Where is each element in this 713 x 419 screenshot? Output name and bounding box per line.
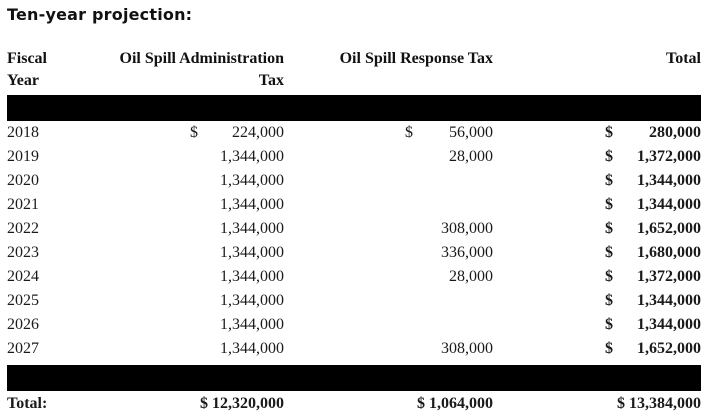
cell-response-tax: 336,000 — [441, 244, 493, 261]
cell-total-dollar-sign: $ — [605, 196, 613, 213]
totals-admin-tax: $ 12,320,000 — [200, 395, 284, 412]
column-header-fiscal-year-line1: Fiscal — [7, 50, 47, 67]
cell-fiscal-year: 2027 — [7, 340, 39, 357]
table-row — [0, 241, 713, 265]
cell-total: 1,372,000 — [637, 268, 701, 285]
cell-response-tax: 308,000 — [441, 220, 493, 237]
page-title: Ten-year projection: — [7, 5, 193, 24]
cell-admin-tax: 1,344,000 — [220, 196, 284, 213]
cell-total-dollar-sign: $ — [605, 268, 613, 285]
cell-admin-tax: 1,344,000 — [220, 292, 284, 309]
cell-total: 1,652,000 — [637, 220, 701, 237]
column-header-fiscal-year — [7, 48, 77, 92]
divider-bar-bottom — [7, 365, 701, 391]
cell-admin-tax: 1,344,000 — [220, 172, 284, 189]
table-row — [0, 145, 713, 169]
cell-total: 1,372,000 — [637, 148, 701, 165]
projection-table-body — [0, 121, 713, 361]
cell-total: 1,344,000 — [637, 292, 701, 309]
cell-admin-tax: 1,344,000 — [220, 148, 284, 165]
cell-response-tax: 28,000 — [449, 148, 493, 165]
cell-total-dollar-sign: $ — [605, 292, 613, 309]
cell-total-dollar-sign: $ — [605, 148, 613, 165]
table-row — [0, 313, 713, 337]
cell-fiscal-year: 2025 — [7, 292, 39, 309]
cell-total-dollar-sign: $ — [605, 340, 613, 357]
cell-total-dollar-sign: $ — [605, 220, 613, 237]
table-row — [0, 121, 713, 145]
cell-total-dollar-sign: $ — [605, 124, 613, 141]
cell-response-dollar-sign: $ — [405, 124, 413, 141]
cell-fiscal-year: 2021 — [7, 196, 39, 213]
cell-total-dollar-sign: $ — [605, 244, 613, 261]
cell-fiscal-year: 2022 — [7, 220, 39, 237]
cell-admin-tax: 1,344,000 — [220, 268, 284, 285]
totals-grand-total: $ 13,384,000 — [617, 395, 701, 412]
cell-total: 1,652,000 — [637, 340, 701, 357]
totals-response-tax: $ 1,064,000 — [417, 395, 493, 412]
cell-fiscal-year: 2024 — [7, 268, 39, 285]
cell-response-tax: 308,000 — [441, 340, 493, 357]
cell-total: 280,000 — [649, 124, 701, 141]
cell-admin-tax: 1,344,000 — [220, 220, 284, 237]
cell-admin-tax: 1,344,000 — [220, 244, 284, 261]
table-row — [0, 217, 713, 241]
cell-total: 1,344,000 — [637, 172, 701, 189]
column-header-admin-tax-line2: Tax — [258, 72, 284, 89]
cell-total: 1,680,000 — [637, 244, 701, 261]
cell-fiscal-year: 2026 — [7, 316, 39, 333]
column-header-total: Total — [666, 50, 701, 67]
cell-fiscal-year: 2020 — [7, 172, 39, 189]
cell-fiscal-year: 2018 — [7, 124, 39, 141]
cell-fiscal-year: 2023 — [7, 244, 39, 261]
table-row — [0, 265, 713, 289]
cell-admin-tax: 1,344,000 — [220, 340, 284, 357]
cell-response-tax: 28,000 — [449, 268, 493, 285]
cell-total: 1,344,000 — [637, 316, 701, 333]
cell-total-dollar-sign: $ — [605, 316, 613, 333]
totals-label: Total: — [7, 395, 48, 412]
table-row — [0, 337, 713, 361]
column-header-fiscal-year-line2: Year — [7, 72, 39, 89]
cell-admin-tax: 224,000 — [232, 124, 284, 141]
cell-total-dollar-sign: $ — [605, 172, 613, 189]
cell-fiscal-year: 2019 — [7, 148, 39, 165]
totals-row — [0, 392, 713, 416]
cell-admin-dollar-sign: $ — [190, 124, 198, 141]
column-header-admin-tax — [90, 48, 284, 92]
divider-bar-top — [7, 95, 701, 121]
table-row — [0, 289, 713, 313]
table-row — [0, 193, 713, 217]
table-row — [0, 169, 713, 193]
column-header-response-tax: Oil Spill Response Tax — [339, 50, 493, 67]
cell-response-tax: 56,000 — [449, 124, 493, 141]
cell-total: 1,344,000 — [637, 196, 701, 213]
cell-admin-tax: 1,344,000 — [220, 316, 284, 333]
column-header-admin-tax-line1: Oil Spill Administration — [119, 50, 284, 67]
